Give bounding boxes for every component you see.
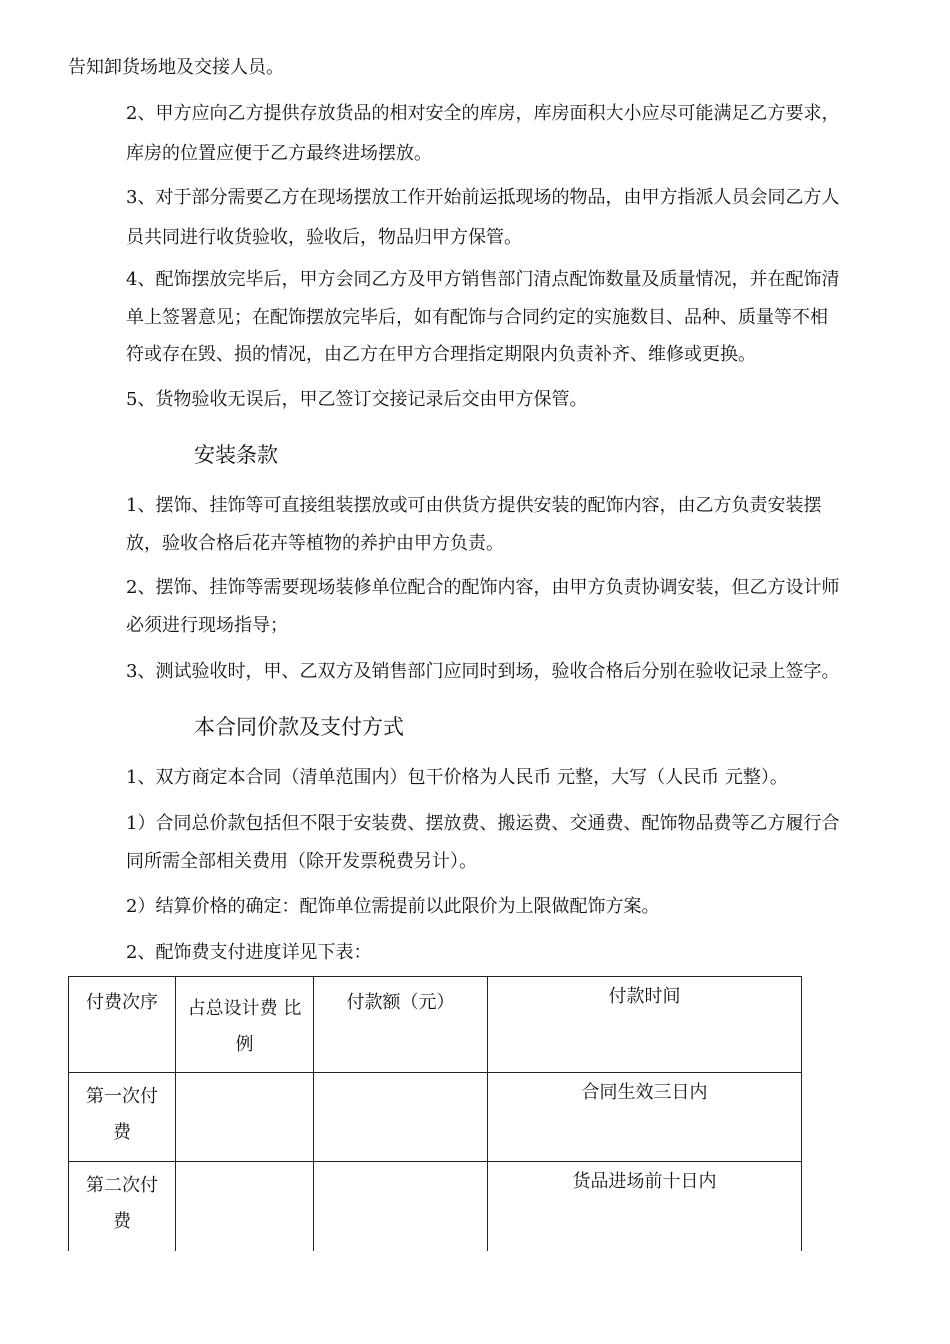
paragraph-line: 2、甲方应向乙方提供存放货品的相对安全的库房，库房面积大小应尽可能满足乙方要求， bbox=[126, 103, 840, 124]
paragraph-line: 必须进行现场指导； bbox=[126, 615, 288, 636]
row-ratio bbox=[176, 1073, 314, 1162]
header-order: 付费次序 bbox=[69, 977, 176, 1073]
row-time: 货品进场前十日内 bbox=[488, 1162, 802, 1251]
paragraph-line: 同所需全部相关费用（除开发票税费另计）。 bbox=[126, 851, 477, 872]
paragraph-line: 1、双方商定本合同（清单范围内）包干价格为人民币 元整，大写（人民币 元整）。 bbox=[126, 767, 788, 788]
paragraph-line: 放，验收合格后花卉等植物的养护由甲方负责。 bbox=[126, 533, 504, 554]
payment-schedule-table bbox=[68, 976, 802, 1251]
paragraph-line: 2）结算价格的确定：配饰单位需提前以此限价为上限做配饰方案。 bbox=[126, 896, 660, 917]
paragraph-line: 1、摆饰、挂饰等可直接组装摆放或可由供货方提供安装的配饰内容，由乙方负责安装摆 bbox=[126, 495, 822, 516]
section-heading-price: 本合同价款及支付方式 bbox=[194, 715, 404, 739]
paragraph-line: 2、配饰费支付进度详见下表： bbox=[126, 942, 372, 963]
row-amount bbox=[314, 1162, 488, 1251]
paragraph-line: 1）合同总价款包括但不限于安装费、摆放费、搬运费、交通费、配饰物品费等乙方履行合 bbox=[126, 813, 840, 834]
paragraph-line: 符或存在毁、损的情况，由乙方在甲方合理指定期限内负责补齐、维修或更换。 bbox=[126, 344, 756, 365]
paragraph-line: 告知卸货场地及交接人员。 bbox=[68, 57, 284, 78]
paragraph-line: 2、摆饰、挂饰等需要现场装修单位配合的配饰内容，由甲方负责协调安装，但乙方设计师 bbox=[126, 577, 840, 598]
row-time: 合同生效三日内 bbox=[488, 1073, 802, 1162]
header-time: 付款时间 bbox=[488, 977, 802, 1073]
table-row bbox=[69, 1162, 802, 1251]
section-heading-install: 安装条款 bbox=[194, 443, 278, 467]
header-amount: 付款额（元） bbox=[314, 977, 488, 1073]
table-row bbox=[69, 1073, 802, 1162]
paragraph-line: 员共同进行收货验收，验收后，物品归甲方保管。 bbox=[126, 227, 522, 248]
table-header-row bbox=[69, 977, 802, 1073]
row-order: 第二次付 费 bbox=[69, 1162, 176, 1251]
row-amount bbox=[314, 1073, 488, 1162]
paragraph-line: 5、货物验收无误后，甲乙签订交接记录后交由甲方保管。 bbox=[126, 389, 588, 410]
row-ratio bbox=[176, 1162, 314, 1251]
paragraph-line: 3、对于部分需要乙方在现场摆放工作开始前运抵现场的物品，由甲方指派人员会同乙方人 bbox=[126, 187, 840, 208]
header-ratio: 占总设计费 比 例 bbox=[176, 977, 314, 1073]
row-order: 第一次付 费 bbox=[69, 1073, 176, 1162]
paragraph-line: 库房的位置应便于乙方最终进场摆放。 bbox=[126, 143, 432, 164]
paragraph-line: 单上签署意见；在配饰摆放完毕后，如有配饰与合同约定的实施数目、品种、质量等不相 bbox=[126, 307, 828, 328]
paragraph-line: 3、测试验收时，甲、乙双方及销售部门应同时到场，验收合格后分别在验收记录上签字。 bbox=[126, 661, 840, 682]
paragraph-line: 4、配饰摆放完毕后，甲方会同乙方及甲方销售部门清点配饰数量及质量情况，并在配饰清 bbox=[126, 269, 840, 290]
